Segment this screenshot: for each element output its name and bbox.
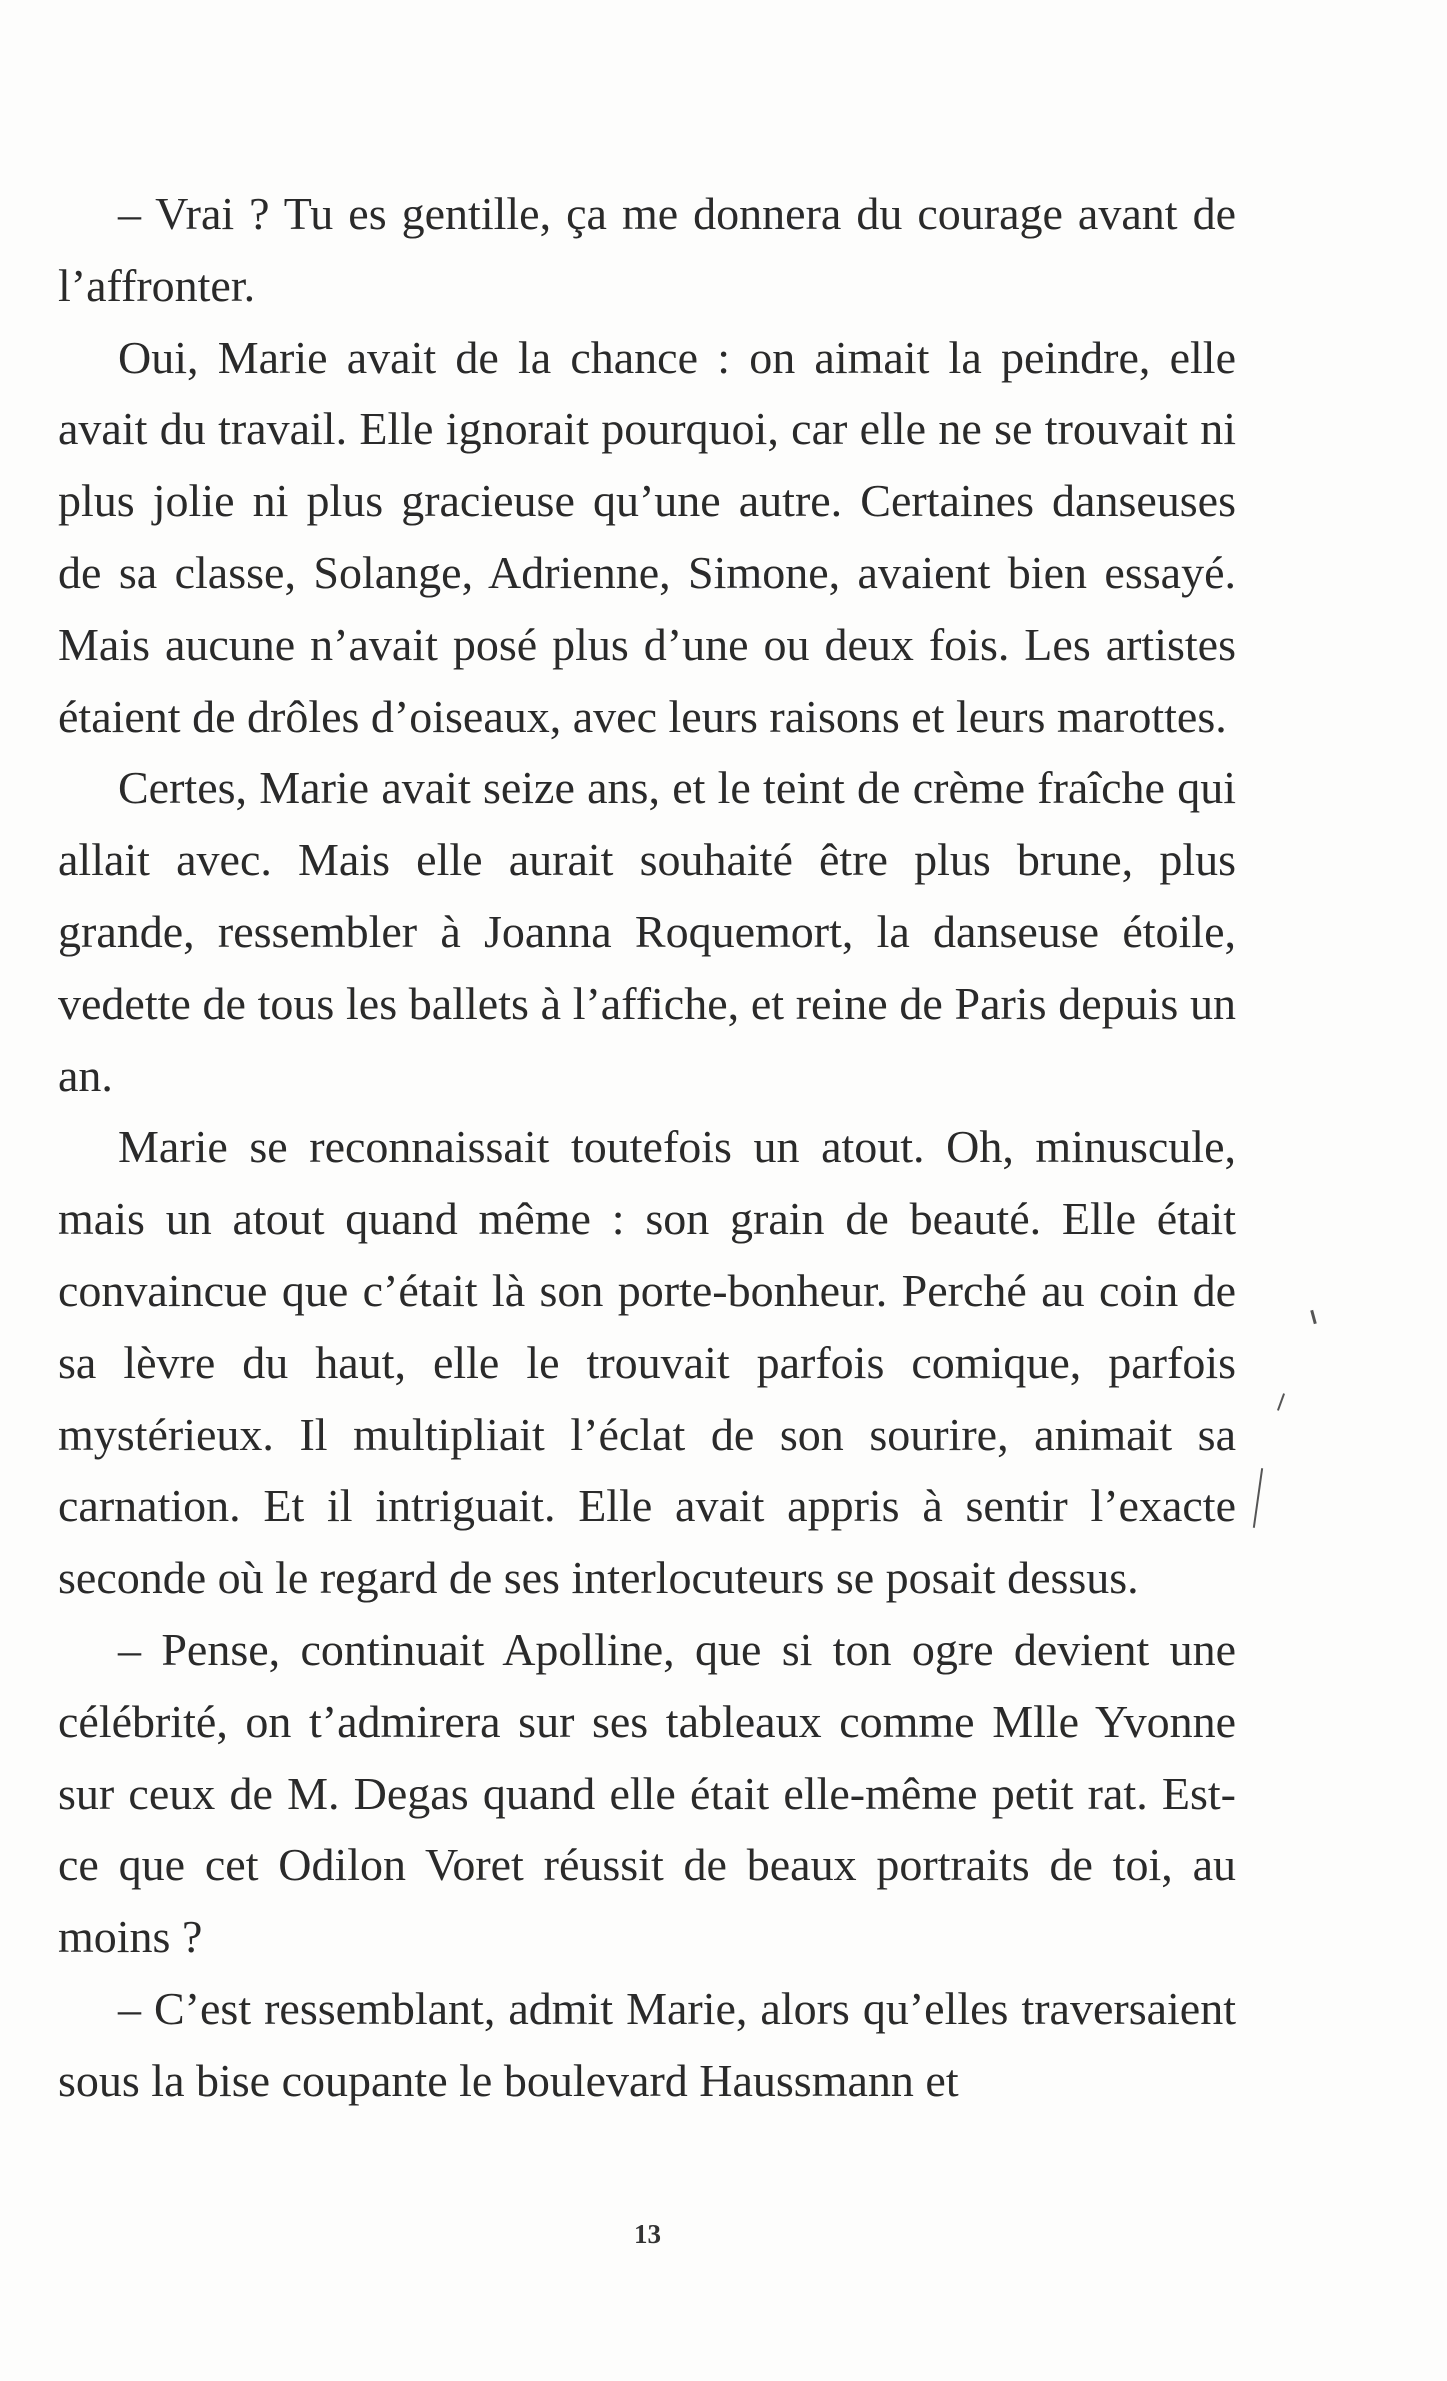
paragraph: – Pense, continuait Apolline, que si ton ogre devient une célébrité, on t’admirera sur ses tableaux comme Mlle Yvonne sur ceux de M. Degas quand elle était elle-même petit rat. Est-ce que cet Odilon Voret réussit de beaux portraits de toi, au moins ? (58, 1623, 1236, 1963)
margin-pencil-mark (1310, 1310, 1317, 1324)
paragraph: – C’est ressemblant, admit Marie, alors qu’elles traversaient sous la bise coupante le boulevard Haussmann et (58, 1982, 1236, 2106)
paragraph: – Vrai ? Tu es gentille, ça me donnera du courage avant de l’affronter. (58, 188, 1236, 311)
paragraph: Certes, Marie avait seize ans, et le teint de crème fraîche qui allait avec. Mais elle aurait souhaité être plus brune, plus grande, ressembler à Joanna Roquemort, la danseuse étoile, vedette de tous les ballets à l’affiche, et reine de Paris depuis un an. (58, 762, 1236, 1101)
page-number: 13 (634, 2219, 661, 2249)
margin-pencil-mark (1277, 1393, 1285, 1411)
body-text (58, 178, 1236, 2117)
margin-pencil-mark (1253, 1468, 1263, 1528)
paragraph: Oui, Marie avait de la chance : on aimait la peindre, elle avait du travail. Elle ignorait pourquoi, car elle ne se trouvait ni plus jolie ni plus gracieuse qu’une autre. Certaines danseuses de sa classe, Solange, Adrienne, Simone, avaient bien essayé. Mais aucune n’avait posé plus d’une ou deux fois. Les artistes étaient de drôles d’oiseaux, avec leurs raisons et leurs marottes. (58, 331, 1236, 742)
paragraph: Marie se reconnaissait toutefois un atout. Oh, minuscule, mais un atout quand même : son grain de beauté. Elle était convaincue que c’était là son porte-bonheur. Perché au coin de sa lèvre du haut, elle le trouvait parfois comique, parfois mystérieux. Il multipliait l’éclat de son sourire, animait sa carnation. Et il intriguait. Elle avait appris à sentir l’exacte seconde où le regard de ses interlocuteurs se posait dessus. (58, 1121, 1236, 1604)
